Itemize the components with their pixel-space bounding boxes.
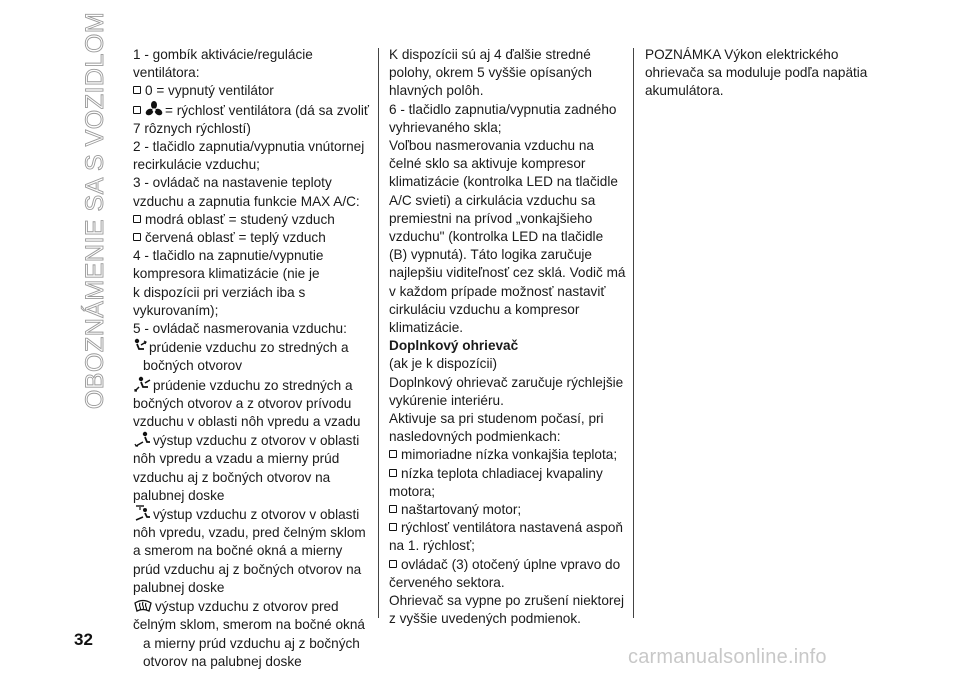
text-line: Voľbou nasmerovania vzduchu na [389, 138, 594, 154]
page-number: 32 [74, 630, 93, 649]
text-line: na 1. rýchlosť; [389, 538, 475, 554]
checkbox-bullet-icon [133, 233, 141, 241]
column-divider [378, 48, 379, 618]
text-line: hlavných polôh. [389, 83, 484, 99]
windshield-defrost-icon [133, 597, 153, 613]
text-line: vykurovaním); [133, 302, 219, 318]
checkbox-bullet-icon [389, 523, 397, 531]
text-line: ventilátora: [133, 65, 200, 81]
text-line: 5 - ovládač nasmerovania vzduchu: [133, 321, 347, 337]
text-line: vzduchu aj z bočných otvorov na [133, 469, 331, 485]
text-line: bočných otvorov [143, 358, 242, 374]
text-line: bočných otvorov a z otvorov prívodu [133, 395, 352, 411]
airflow-feet-icon [133, 431, 151, 447]
text-line: 4 - tlačidlo na zapnutie/vypnutie [133, 248, 324, 264]
text-line: Doplnkový ohrievač zaručuje rýchlejšie [389, 374, 624, 390]
airflow-item: výstup vzduchu z otvorov v oblasti [133, 505, 373, 524]
bullet-item: červená oblasť = teplý vzduch [133, 229, 373, 247]
text-line: premiestni na prívod „vonkajšieho [389, 210, 593, 226]
airflow-face-icon [133, 338, 147, 354]
section-heading: Doplnkový ohrievač [389, 338, 519, 354]
airflow-windshield-feet-icon [133, 505, 151, 521]
text-line: klimatizácie (kontrolka LED na tlačidle [389, 174, 618, 190]
bullet-item: 0 = vypnutý ventilátor [133, 82, 373, 100]
checkbox-bullet-icon [389, 469, 397, 477]
note-line: akumulátora. [645, 83, 724, 99]
bullet-item: mimoriadne nízka vonkajšia teplota; [389, 446, 629, 464]
text-line: a smerom na bočné okná a mierny [133, 543, 343, 559]
text-column-2 [389, 46, 629, 629]
text-line: 6 - tlačidlo zapnutia/vypnutia zadného [389, 101, 617, 117]
text-line: najlepšiu viditeľnosť cez sklá. Vodič má [389, 265, 626, 281]
text-line: vykúrenie interiéru. [389, 392, 504, 408]
bullet-item: nízka teplota chladiacej kvapaliny [389, 465, 629, 483]
text-line: v každom prípade možnosť nastaviť [389, 283, 606, 299]
text-line: k dispozícii pri verziách iba s [133, 284, 306, 300]
text-line: palubnej doske [133, 487, 225, 503]
text-line: 2 - tlačidlo zapnutia/vypnutia vnútornej [133, 139, 365, 155]
text-column-3 [645, 46, 885, 101]
text-line: klimatizácie. [389, 320, 464, 336]
chapter-title-text: OBOZNÁMENIE SA S VOZIDLOM [81, 11, 110, 409]
text-line: 1 - gombík aktivácie/regulácie [133, 47, 313, 62]
text-line: červeného sektora. [389, 574, 505, 590]
text-line: (ak je k dispozícii) [389, 356, 498, 372]
airflow-item: výstup vzduchu z otvorov pred [133, 597, 373, 616]
text-line: K dispozícii sú aj 4 ďalšie stredné [389, 47, 591, 62]
text-line: vyhrievaného skla; [389, 119, 502, 135]
text-line: palubnej doske [133, 579, 225, 595]
text-column-1 [133, 46, 373, 671]
note-line: ohrievača sa moduluje podľa napätia [645, 65, 868, 81]
checkbox-bullet-icon [389, 505, 397, 513]
checkbox-bullet-icon [133, 215, 141, 223]
airflow-item: prúdenie vzduchu zo stredných a [133, 376, 373, 395]
text-line: polohy, okrem 5 vyššie opísaných [389, 65, 592, 81]
text-line: a mierny prúd vzduchu aj z bočných [143, 635, 360, 651]
bullet-item: ovládač (3) otočený úplne vpravo do [389, 556, 629, 574]
fan-icon [145, 101, 163, 117]
chapter-title [76, 11, 116, 409]
checkbox-bullet-icon [133, 86, 141, 94]
text-line: (B) vypnutá). Táto logika zaručuje [389, 247, 592, 263]
text-line: vzduchu" (kontrolka LED na tlačidle [389, 229, 604, 245]
bullet-item: modrá oblasť = studený vzduch [133, 211, 373, 229]
text-line: 3 - ovládač na nastavenie teploty [133, 175, 332, 191]
text-line: z vyššie uvedených podmienok. [389, 611, 581, 627]
watermark: carmanualsonline.info [628, 646, 827, 668]
text-line: motora; [389, 483, 436, 499]
text-line: čelné sklo sa aktivuje kompresor [389, 156, 586, 172]
text-line: vzduchu a zapnutia funkcie MAX A/C: [133, 193, 360, 209]
checkbox-bullet-icon [389, 560, 397, 568]
checkbox-bullet-icon [133, 106, 141, 114]
airflow-item: výstup vzduchu z otvorov v oblasti [133, 431, 373, 450]
text-line: Aktivuje sa pri studenom počasí, pri [389, 411, 604, 427]
text-line: nasledovných podmienkach: [389, 429, 561, 445]
airflow-face-feet-icon [133, 376, 151, 392]
checkbox-bullet-icon [389, 450, 397, 458]
column-divider [633, 48, 634, 618]
text-line: nôh vpredu a vzadu a mierny prúd [133, 451, 340, 467]
text-line: nôh vpredu, vzadu, pred čelným sklom [133, 525, 366, 541]
text-line: vzduchu v oblasti nôh vpredu a vzadu [133, 414, 361, 430]
note-line: POZNÁMKA Výkon elektrického [645, 47, 839, 62]
text-line: kompresora klimatizácie (nie je [133, 266, 320, 282]
text-line: prúd vzduchu aj z bočných otvorov na [133, 561, 362, 577]
text-line: recirkulácie vzduchu; [133, 157, 260, 173]
bullet-item: rýchlosť ventilátora nastavená aspoň [389, 519, 629, 537]
text-line: Ohrievač sa vypne po zrušení niektorej [389, 593, 624, 609]
text-line: 7 rôznych rýchlostí) [133, 120, 251, 136]
bullet-item: = rýchlosť ventilátora (dá sa zvoliť [133, 101, 373, 120]
text-line: otvorov na palubnej doske [143, 653, 302, 669]
airflow-item: prúdenie vzduchu zo stredných a [133, 338, 373, 357]
text-line: čelným sklom, smerom na bočné okná [133, 617, 365, 633]
text-line: cirkuláciu vzduchu a kompresor [389, 301, 580, 317]
text-line: A/C svieti) a cirkulácia vzduchu sa [389, 192, 596, 208]
bullet-item: naštartovaný motor; [389, 501, 629, 519]
